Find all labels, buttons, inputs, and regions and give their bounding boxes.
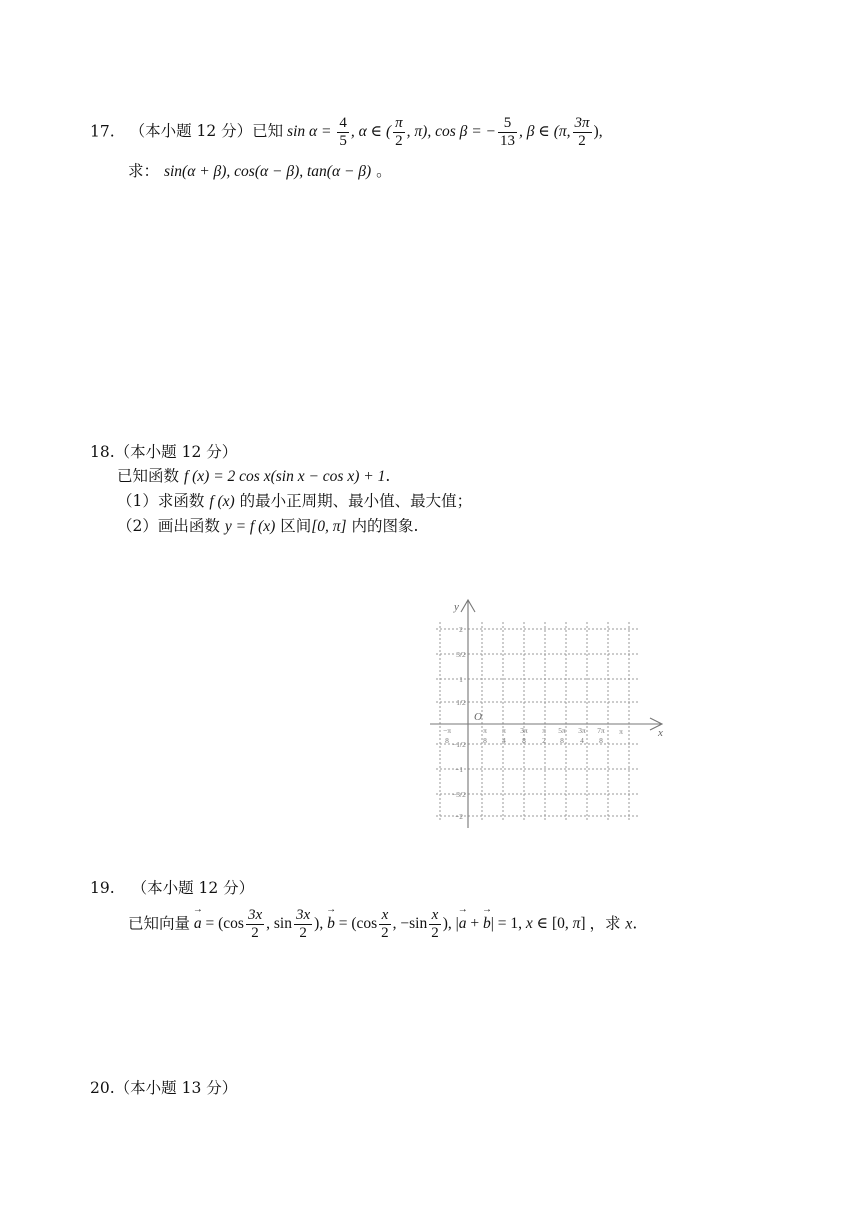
y-tick-label: 1/2 <box>456 698 466 707</box>
problem-19-line-heading <box>90 879 254 898</box>
problem-18-part1-label: （1）求函数 <box>117 492 205 510</box>
x-tick-label: π <box>483 726 487 735</box>
x-tick-label: 3π <box>520 726 528 735</box>
problem-18-part-1 <box>117 492 472 512</box>
problem-18-heading: （本小题 12 分） <box>114 443 238 461</box>
y-tick-label: −1/2 <box>452 740 466 749</box>
problem-18-part-2 <box>117 517 418 537</box>
fraction-3x-2: $\frac{3x}{2}$ <box>247 907 263 942</box>
coordinate-grid <box>428 594 668 830</box>
problem-19-vector-equation: → a = (cos $\frac{3x}{2}$ , sin $\frac{3x}{2}$ ), → b = (cos $\frac{x}{2}$ , −sin $\frac{x}{2}$ ), |→ a + → b| = 1, x ∈ [0, π] <box>190 915 589 932</box>
problem-20-heading: （本小题 13 分） <box>114 1079 238 1097</box>
x-tick-label: 8 <box>445 736 449 745</box>
y-tick-label: 1 <box>459 675 463 684</box>
x-tick-label: 2 <box>542 736 546 745</box>
problem-18-part2-interval: [0, π] <box>311 518 347 535</box>
problem-18-part2-text: 区间 <box>280 517 312 535</box>
x-tick-label: 4 <box>580 736 584 745</box>
problem-19-number: 19. <box>90 879 115 897</box>
x-tick-label: 5π <box>558 726 566 735</box>
problem-17-line-2 <box>128 162 392 182</box>
problem-18-number: 18. <box>90 443 115 461</box>
fraction-4-5: $\frac{4}{5}$ <box>339 115 347 150</box>
fraction-3pi-2: $\frac{3\pi}{2}$ <box>574 115 590 150</box>
fraction-5-13: $\frac{5}{13}$ <box>500 115 516 150</box>
x-tick-label: 8 <box>560 736 564 745</box>
alpha-range-open: , α ∈ ( <box>350 123 392 141</box>
y-tick-labels <box>452 625 466 821</box>
x-axis-label: x <box>658 727 663 739</box>
problem-20-line-heading <box>90 1079 237 1098</box>
beta-range-close: ), <box>593 123 603 141</box>
problem-18-part2-label: （2）画出函数 <box>117 517 220 535</box>
problem-18-line1-end: . <box>385 467 391 485</box>
sin-alpha: sin α = <box>287 123 332 141</box>
problem-18-part2-end: 内的图象. <box>351 517 419 535</box>
problem-17-ask-label: 求： <box>128 162 160 180</box>
problem-18-part2-math: y = f (x) <box>224 518 276 535</box>
problem-17-line-1 <box>90 115 603 151</box>
x-tick-label: 8 <box>599 736 603 745</box>
x-tick-label: −π <box>442 726 452 735</box>
x-tick-labels <box>443 726 623 745</box>
problem-18-line1-text: 已知函数 <box>117 467 180 485</box>
fraction-pi-2: $\frac{\pi}{2}$ <box>395 115 403 150</box>
problem-17-ask-end: 。 <box>376 162 392 180</box>
fraction-x-2: $\frac{x}{2}$ <box>431 907 439 942</box>
origin-label: O <box>474 711 482 723</box>
problem-18-line-heading <box>90 443 237 462</box>
y-tick-label: 2 <box>459 625 463 634</box>
x-tick-label: π <box>502 726 506 735</box>
y-tick-label: −2 <box>455 812 463 821</box>
x-tick-label: π <box>542 726 546 735</box>
x-tick-label: 8 <box>483 736 487 745</box>
problem-18-part1-math: f (x) <box>209 493 235 510</box>
beta-range-open: , β ∈ (π, <box>519 123 571 141</box>
problem-19-ask: ，求 <box>589 914 621 933</box>
alpha-range-close: , π), cos β = − <box>406 123 497 141</box>
problem-19-line-1 <box>128 907 637 943</box>
problem-18-function: f (x) = 2 cos x(sin x − cos x) + 1 <box>183 468 386 485</box>
problem-18-part1-text: 的最小正周期、最小值、最大值； <box>239 492 473 510</box>
vector-b: → b <box>327 915 335 934</box>
fraction-3x-2: $\frac{3x}{2}$ <box>295 907 311 942</box>
problem-17-heading: （本小题 12 分）已知 <box>129 122 284 141</box>
y-tick-label: −3/2 <box>452 790 466 799</box>
y-axis-label: y <box>454 601 459 613</box>
problem-18-line-1 <box>117 467 390 487</box>
problem-19-line1-text: 已知向量 <box>128 914 191 933</box>
x-tick-label: 8 <box>522 736 526 745</box>
problem-17-number: 17. <box>90 122 115 141</box>
x-tick-label: π <box>619 727 623 736</box>
problem-19-heading: （本小题 12 分） <box>131 879 255 897</box>
grid-lines <box>436 622 638 822</box>
x-tick-label: 3π <box>578 726 586 735</box>
y-tick-label: −1 <box>455 765 463 774</box>
fraction-x-2: $\frac{x}{2}$ <box>381 907 389 942</box>
x-tick-label: 4 <box>502 736 506 745</box>
problem-19-ask-var: x <box>625 915 633 933</box>
y-tick-label: 3/2 <box>456 650 466 659</box>
problem-17-ask-math: sin(α + β), cos(α − β), tan(α − β) <box>163 163 372 180</box>
x-tick-label: 7π <box>597 726 605 735</box>
vector-a: → a <box>194 915 202 934</box>
problem-19-ask-end: . <box>632 914 638 933</box>
problem-20-number: 20. <box>90 1079 115 1097</box>
